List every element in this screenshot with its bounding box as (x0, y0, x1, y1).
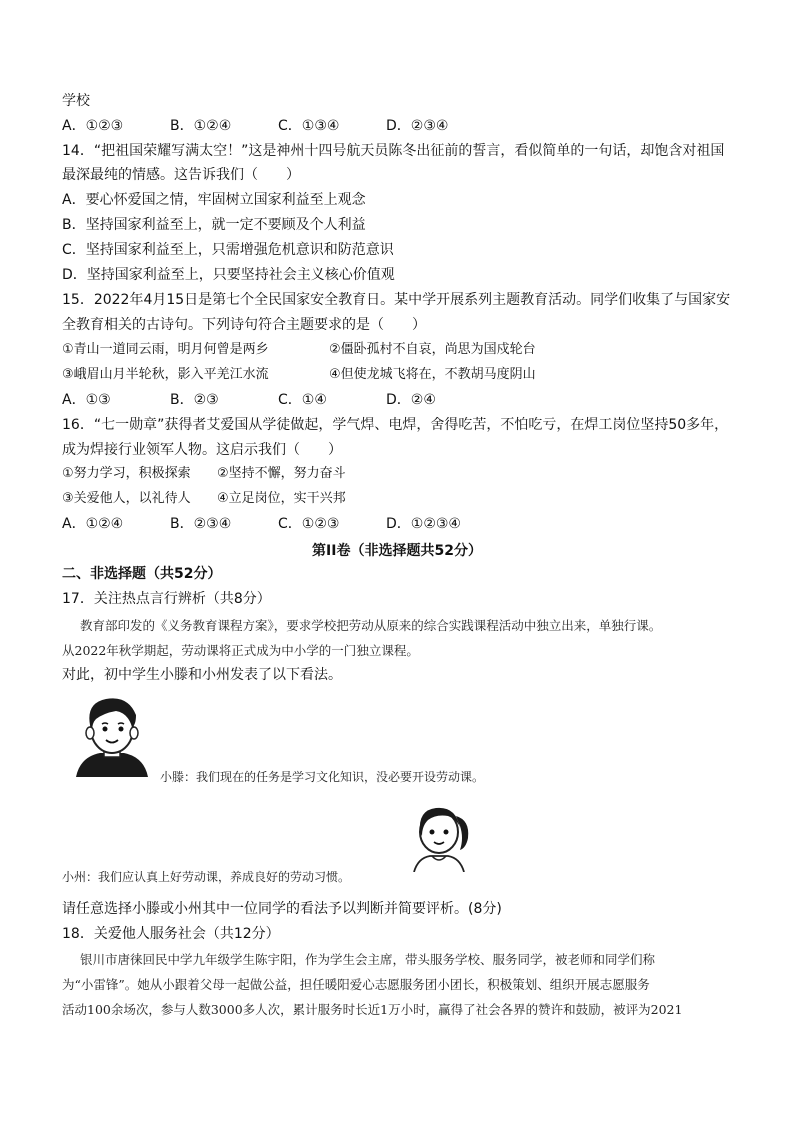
q16-option-d: D．①②③④ (386, 516, 461, 532)
section-heading: 二、非选择题（共52分） (62, 566, 222, 582)
q15-option-b: B．②③ (170, 392, 219, 408)
q17-para-line2: 从2022年秋学期起，劳动课将正式成为中小学的一门独立课程。 (62, 643, 419, 658)
part2-title: 第II卷（非选择题共52分） (312, 543, 482, 559)
q16-item-2: ②坚持不懈，努力奋斗 (217, 466, 346, 481)
q15-items-row2 (62, 366, 536, 384)
q14-stem-line1: 14．“把祖国荣耀写满太空！”这是神州十四号航天员陈冬出征前的誓言，看似简单的一句话，却饱含对祖国 (62, 143, 725, 159)
q16-option-a: A．①②④ (62, 516, 124, 532)
q18-para-line3: 活动100余场次，参与人数3000多人次，累计服务时长近1万小时，赢得了社会各界的赞许和鼓励，被评为2021 (62, 1002, 683, 1017)
q15-item-3: ③峨眉山月半轮秋，影入平羌江水流 (62, 367, 269, 382)
q15-option-a: A．①③ (62, 392, 111, 408)
q15-option-d: D．②④ (386, 392, 436, 408)
q13-option-c: C．①③④ (278, 118, 340, 134)
q14-option-d: D．坚持国家利益至上，只要坚持社会主义核心价值观 (62, 267, 395, 283)
q17-heading: 17．关注热点言行辨析（共8分） (62, 591, 271, 607)
girl-avatar (400, 798, 478, 872)
q16-item-3: ③关爱他人，以礼待人 (62, 491, 191, 506)
q16-item-1: ①努力学习，积极探索 (62, 466, 191, 481)
q16-stem-line1: 16．“七一勋章”获得者艾爱国从学徒做起，学气焊、电焊，舍得吃苦，不怕吃亏，在焊工岗位坚持50多年， (62, 417, 729, 433)
q16-stem-line2: 成为焊接行业领军人物。这启示我们（ ） (62, 442, 342, 458)
q13-option-a: A．①②③ (62, 118, 124, 134)
teng-speech: 小滕：我们现在的任务是学习文化知识，没必要开设劳动课。 (160, 770, 485, 784)
q15-stem-line1: 15．2022年4月15日是第七个全民国家安全教育日。某中学开展系列主题教育活动。同学们收集了与国家安 (62, 292, 731, 308)
q15-stem-line2: 全教育相关的古诗句。下列诗句符合主题要求的是（ ） (62, 317, 426, 333)
q18-heading: 18．关爱他人服务社会（共12分） (62, 926, 280, 942)
q15-items-row1 (62, 341, 536, 359)
q14-option-c: C．坚持国家利益至上，只需增强危机意识和防范意识 (62, 242, 394, 258)
q17-intro: 对此，初中学生小滕和小州发表了以下看法。 (62, 667, 342, 683)
q16-items-row2 (62, 490, 346, 508)
q16-items-row1 (62, 465, 346, 483)
q16-option-b: B．②③④ (170, 516, 232, 532)
q13-options (62, 117, 494, 135)
q14-option-a: A．要心怀爱国之情，牢固树立国家利益至上观念 (62, 192, 366, 208)
q15-option-c: C．①④ (278, 392, 327, 408)
q16-option-c: C．①②③ (278, 516, 340, 532)
boy-avatar (70, 693, 154, 777)
q14-stem-line2: 最深最纯的情感。这告诉我们（ ） (62, 167, 300, 183)
q18-para-line2: 为“小雷锋”。她从小跟着父母一起做公益，担任暖阳爱心志愿服务团小团长，积极策划、组织开展志愿服务 (62, 977, 650, 992)
q13-option-d: D．②③④ (386, 118, 449, 134)
q15-options (62, 391, 494, 409)
q18-para-line1: 银川市唐徕回民中学九年级学生陈宇阳，作为学生会主席，带头服务学校、服务同学，被老师和同学们称 (80, 952, 656, 967)
q15-item-1: ①青山一道同云雨，明月何曾是两乡 (62, 342, 269, 357)
q16-item-4: ④立足岗位，实干兴邦 (217, 491, 346, 506)
q17-para-line1: 教育部印发的《义务教育课程方案》，要求学校把劳动从原来的综合实践课程活动中独立出来，单独行课。 (80, 618, 662, 633)
q15-item-2: ②僵卧孤村不自哀，尚思为国戍轮台 (329, 342, 536, 357)
zhou-speech: 小州：我们应认真上好劳动课，养成良好的劳动习惯。 (62, 870, 351, 884)
q17-task: 请任意选择小滕或小州其中一位同学的看法予以判断并简要评析。(8分) (62, 901, 502, 917)
q15-item-4: ④但使龙城飞将在，不教胡马度阴山 (329, 367, 536, 382)
q13-tail: 学校 (62, 93, 90, 109)
q16-options (62, 515, 494, 533)
q14-option-b: B．坚持国家利益至上，就一定不要顾及个人利益 (62, 217, 366, 233)
q13-option-b: B．①②④ (170, 118, 232, 134)
